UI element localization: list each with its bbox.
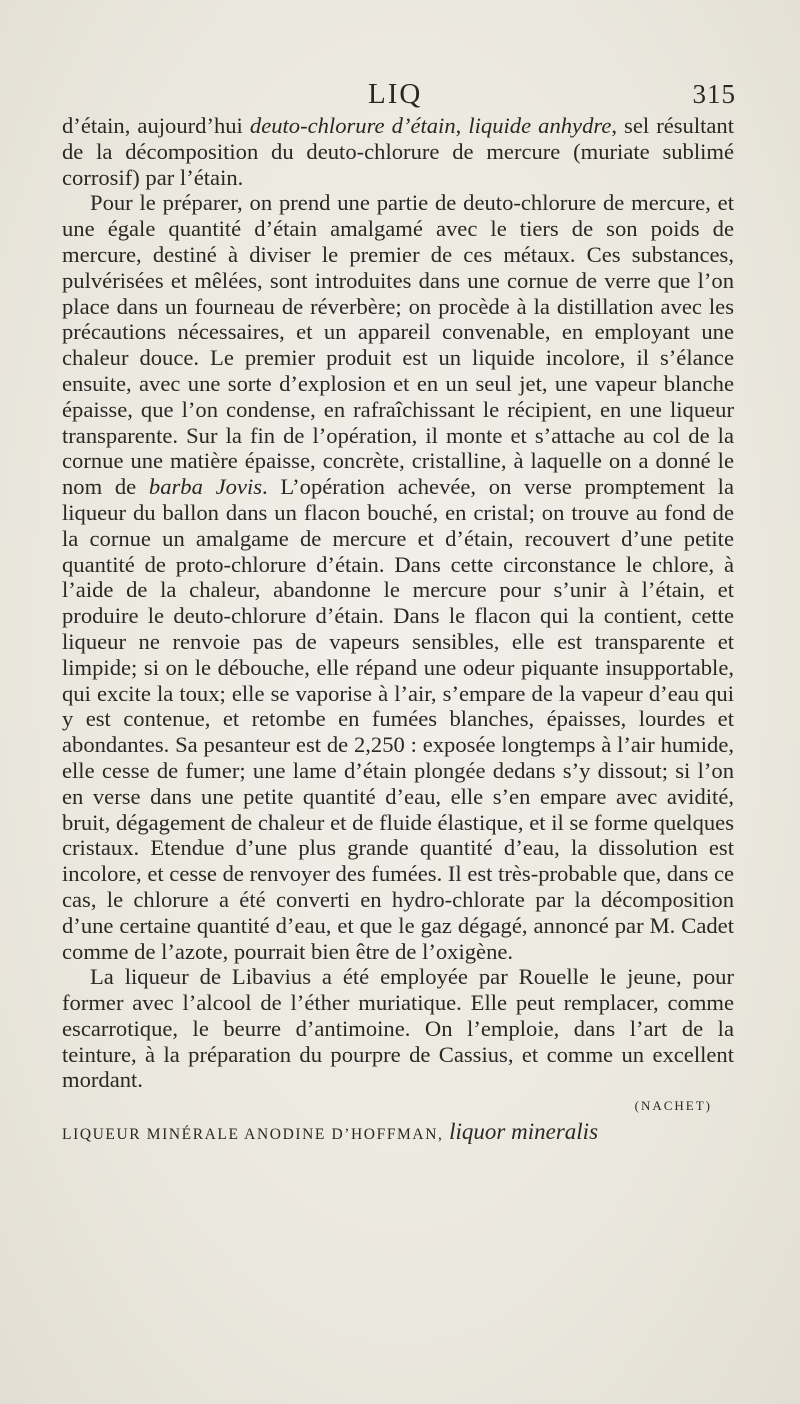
- page-header: [0, 76, 800, 112]
- catchword-caps: LIQUEUR MINÉRALE ANODINE D’HOFFMAN,: [62, 1126, 444, 1144]
- page-number: 315: [692, 79, 736, 109]
- text-segment: ,: [455, 113, 469, 138]
- paragraph-1: [62, 113, 734, 190]
- body-text: [62, 113, 734, 1150]
- text-segment: La liqueur de Libavius a été employée par Rouelle le jeune, pour former avec l’alcool de l’éther muriatique. Elle peut remplacer, comme escarrotique, le beurre d’antimoine. On l’emploie, dans l’art de la teinture, à la préparation du pourpre de Cassius, et comme un excellent mordant.: [62, 964, 734, 1093]
- catchword-italic: liquor mineralis: [449, 1119, 599, 1145]
- text-segment: . L’opération achevée, on verse promptement la liqueur du ballon dans un flacon bouché, en cristal; on trouve au fond de la cornue un amalgame de mercure et d’étain, recouvert d’une petite quantité de proto-chlorure d’étain. Dans cette circonstance le chlore, à l’aide de la chaleur, abandonne le mercure pour s’unir à l’étain, et produire le deuto-chlorure d’étain. Dans le flacon qui la contient, cette liqueur ne renvoie pas de vapeurs sensibles, elle est transparente et limpide; si on le débouche, elle répand une odeur piquante insupportable, qui excite la toux; elle se vaporise à l’air, s’empare de la vapeur d’eau qui y est contenue, et retombe en fumées blanches, épaisses, lourdes et abondantes. Sa pesanteur est de 2,250 : exposée longtemps à l’air humide, elle cesse de fumer; une lame d’étain plongée dedans s’y dissout; si l’on en verse dans une petite quantité d’eau, elle s’en empare avec avidité, bruit, dégagement de chaleur et de fluide élastique, et il se forme quelques cristaux. Etendue d’une plus grande quantité d’eau, la dissolution est incolore, et cesse de renvoyer des fumées. Il est très-probable que, dans ce cas, le chlorure a été converti en hydro-chlorate par la décomposition d’une certaine quantité d’eau, et que le gaz dégagé, annoncé par M. Cadet comme de l’azote, pourrait bien être de l’oxigène.: [62, 474, 734, 964]
- catchword: [62, 1117, 734, 1150]
- text-segment-italic: barba Jovis: [148, 474, 263, 500]
- running-head: LIQ: [368, 78, 423, 110]
- text-segment-italic: liquide anhydre: [468, 113, 612, 138]
- paragraph-2: [62, 190, 734, 964]
- text-segment: d’étain, aujourd’hui: [62, 113, 250, 138]
- paragraph-3: [62, 964, 734, 1093]
- text-segment-italic: deuto-chlorure d’étain: [249, 113, 456, 138]
- text-segment: , sel résultant de la décomposition du deuto-chlorure de mercure (muriate sublimé corrosif) par l’étain.: [62, 113, 734, 190]
- text-segment: Pour le préparer, on prend une partie de deuto-chlorure de mercure, et une égale quantité d’étain amalgamé avec le tiers de son poids de mercure, destiné à diviser le premier de ces métaux. Ces substances, pulvérisées et mêlées, sont introduites dans une cornue de verre que l’on place dans un fourneau de réverbère; on procède à la distillation avec les précautions nécessaires, et un appareil convenable, en employant une chaleur douce. Le premier produit est un liquide incolore, il s’élance ensuite, avec une sorte d’explosion et en un seul jet, une vapeur blanche épaisse, que l’on condense, en rafraîchissant le récipient, en une liqueur transparente. Sur la fin de l’opération, il monte et s’attache au col de la cornue une matière épaisse, concrète, cristalline, à laquelle on a donné le nom de: [62, 190, 734, 500]
- author-signature: (NACHET): [634, 1098, 712, 1114]
